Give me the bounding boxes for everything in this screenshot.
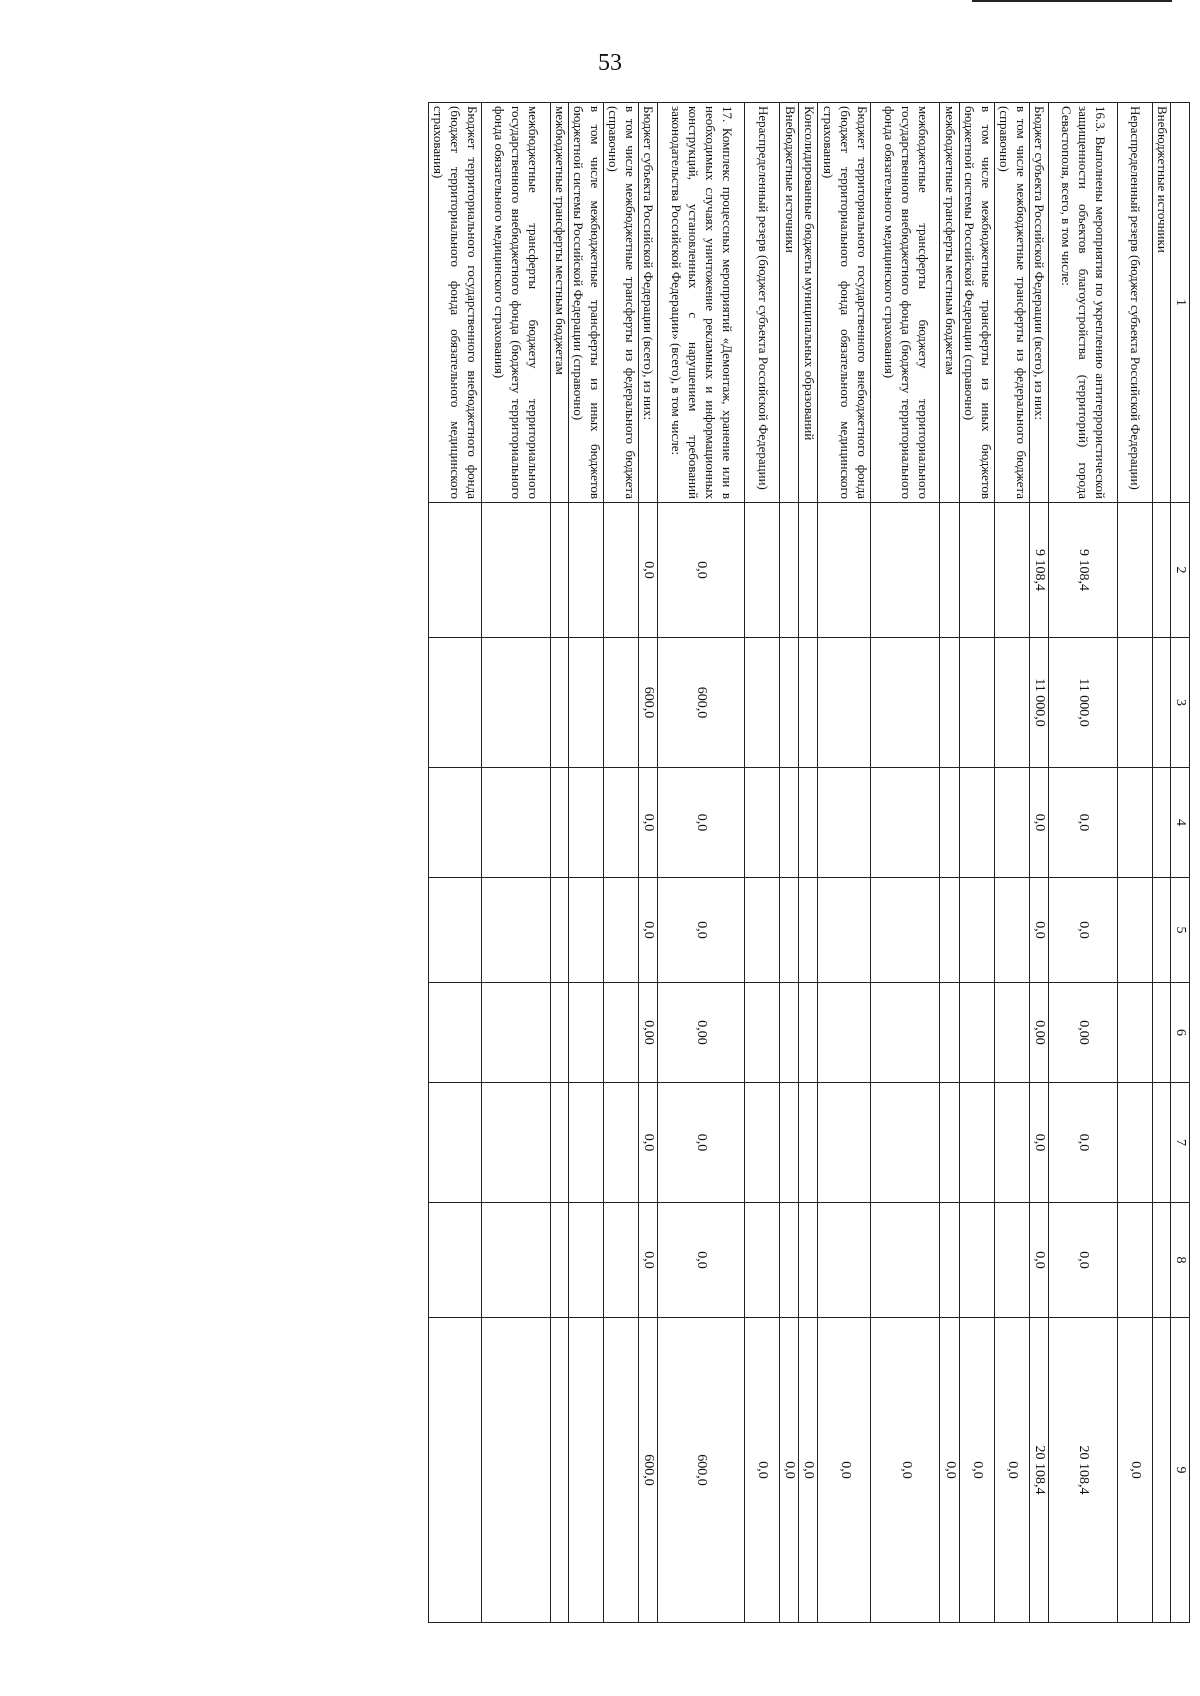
table-row [871, 103, 940, 1623]
value-cell: 0,0 [818, 1318, 871, 1623]
value-cell: 0,0 [658, 768, 745, 878]
value-cell: 0,0 [1048, 768, 1117, 878]
header-cell: 1 [1170, 103, 1189, 503]
row-label: в том числе межбюджетные трансферты из федерального бюджета (справочно) [994, 103, 1029, 503]
value-cell [780, 983, 799, 1083]
value-cell [568, 1203, 603, 1318]
value-cell [959, 503, 994, 638]
value-cell [1152, 768, 1170, 878]
value-cell [550, 878, 568, 983]
value-cell [1152, 503, 1170, 638]
value-cell [745, 638, 780, 768]
value-cell: 0,0 [638, 503, 657, 638]
value-cell: 0,0 [871, 1318, 940, 1623]
row-label: Бюджет субъекта Российской Федерации (всего), из них: [638, 103, 657, 503]
table-row [745, 103, 780, 1623]
value-cell [1152, 983, 1170, 1083]
value-cell [1152, 1083, 1170, 1203]
value-cell: 0,00 [638, 983, 657, 1083]
value-cell [603, 1083, 638, 1203]
value-cell [603, 503, 638, 638]
value-cell: 0,0 [780, 1318, 799, 1623]
table-row [994, 103, 1029, 1623]
value-cell [959, 1083, 994, 1203]
value-cell [603, 1203, 638, 1318]
value-cell [940, 638, 959, 768]
header-cell: 3 [1170, 638, 1189, 768]
value-cell [745, 503, 780, 638]
value-cell [481, 768, 550, 878]
value-cell: 0,0 [658, 1203, 745, 1318]
value-cell [428, 983, 481, 1083]
value-cell [799, 638, 818, 768]
value-cell [1117, 768, 1152, 878]
value-cell: 0,0 [959, 1318, 994, 1623]
value-cell: 0,0 [1029, 768, 1048, 878]
value-cell [959, 1203, 994, 1318]
corner-rule [972, 0, 1172, 2]
page-number: 53 [598, 50, 622, 76]
table-row [940, 103, 959, 1623]
value-cell [1117, 983, 1152, 1083]
value-cell [428, 1318, 481, 1623]
value-cell [568, 983, 603, 1083]
value-cell: 9 108,4 [1029, 503, 1048, 638]
value-cell [550, 1083, 568, 1203]
value-cell [799, 1203, 818, 1318]
value-cell [799, 768, 818, 878]
value-cell: 11 000,0 [1029, 638, 1048, 768]
header-cell: 7 [1170, 1083, 1189, 1203]
value-cell: 600,0 [658, 638, 745, 768]
row-label: Нераспределенный резерв (бюджет субъекта Российской Федерации) [745, 103, 780, 503]
value-cell [550, 983, 568, 1083]
value-cell [940, 1083, 959, 1203]
value-cell: 0,00 [1029, 983, 1048, 1083]
value-cell [745, 983, 780, 1083]
value-cell [603, 768, 638, 878]
value-cell: 600,0 [638, 638, 657, 768]
value-cell [1117, 503, 1152, 638]
table-row [1048, 103, 1117, 1623]
value-cell: 0,0 [638, 1203, 657, 1318]
value-cell [871, 878, 940, 983]
value-cell [818, 768, 871, 878]
value-cell [940, 983, 959, 1083]
value-cell [818, 503, 871, 638]
header-cell: 9 [1170, 1318, 1189, 1623]
value-cell [818, 878, 871, 983]
value-cell [871, 1203, 940, 1318]
value-cell: 0,0 [638, 768, 657, 878]
row-label: 17. Комплекс процессных мероприятий «Демонтаж, хранение или в необходимых случаях уничтожение рекламных и информационных конструкций, установленных с нарушением требований законодательства Российской Федерации» (всего), в том числе: [658, 103, 745, 503]
value-cell [818, 638, 871, 768]
row-label: Бюджет территориального государственного внебюджетного фонда (бюджет территориального фонда обязательного медицинского страхования) [818, 103, 871, 503]
value-cell [481, 983, 550, 1083]
row-label: Внебюджетные источники [1152, 103, 1170, 503]
value-cell [745, 1083, 780, 1203]
value-cell [603, 638, 638, 768]
value-cell [745, 768, 780, 878]
value-cell: 0,0 [994, 1318, 1029, 1623]
value-cell [1152, 1203, 1170, 1318]
value-cell: 20 108,4 [1048, 1318, 1117, 1623]
header-cell: 4 [1170, 768, 1189, 878]
row-label: Нераспределенный резерв (бюджет субъекта Российской Федерации) [1117, 103, 1152, 503]
value-cell [994, 1203, 1029, 1318]
value-cell [780, 1203, 799, 1318]
value-cell [568, 503, 603, 638]
value-cell [871, 1083, 940, 1203]
value-cell [568, 638, 603, 768]
value-cell [940, 878, 959, 983]
row-label: 16.3. Выполнены мероприятия по укреплению антитеррористической защищенности объектов благоустройства (территорий) города Севастополя, всего, в том числе: [1048, 103, 1117, 503]
budget-table [428, 102, 1190, 1623]
table-row [1117, 103, 1152, 1623]
value-cell [871, 503, 940, 638]
value-cell [959, 878, 994, 983]
row-label: Консолидированные бюджеты муниципальных образований [799, 103, 818, 503]
value-cell [481, 1203, 550, 1318]
value-cell: 0,0 [1048, 1203, 1117, 1318]
value-cell: 0,0 [745, 1318, 780, 1623]
value-cell: 600,0 [658, 1318, 745, 1623]
value-cell [871, 768, 940, 878]
value-cell [745, 1203, 780, 1318]
value-cell [799, 1083, 818, 1203]
table-rotation-inner [180, 102, 1190, 1622]
value-cell [959, 768, 994, 878]
value-cell: 0,0 [658, 1083, 745, 1203]
table-row [638, 103, 657, 1623]
header-cell: 8 [1170, 1203, 1189, 1318]
value-cell: 9 108,4 [1048, 503, 1117, 638]
value-cell [603, 983, 638, 1083]
row-label: межбюджетные трансферты бюджету территориального государственного внебюджетного фонда (бюджету территориального фонда обязательного медицинского страхования) [871, 103, 940, 503]
value-cell [1152, 878, 1170, 983]
value-cell [799, 878, 818, 983]
value-cell [481, 878, 550, 983]
value-cell [818, 983, 871, 1083]
value-cell [940, 503, 959, 638]
value-cell [994, 768, 1029, 878]
value-cell: 20 108,4 [1029, 1318, 1048, 1623]
value-cell [994, 983, 1029, 1083]
value-cell [428, 1083, 481, 1203]
value-cell [568, 768, 603, 878]
row-label: Бюджет территориального государственного внебюджетного фонда (бюджет территориального фонда обязательного медицинского страхования) [428, 103, 481, 503]
value-cell: 11 000,0 [1048, 638, 1117, 768]
table-row [603, 103, 638, 1623]
table-row [799, 103, 818, 1623]
value-cell [1152, 1318, 1170, 1623]
value-cell [550, 503, 568, 638]
value-cell [1152, 638, 1170, 768]
value-cell [799, 503, 818, 638]
table-row [428, 103, 481, 1623]
table-header-row [1170, 103, 1189, 1623]
value-cell: 0,00 [658, 983, 745, 1083]
value-cell [994, 503, 1029, 638]
row-label: в том числе межбюджетные трансферты из иных бюджетов бюджетной системы Российской Федерации (справочно) [959, 103, 994, 503]
header-cell: 5 [1170, 878, 1189, 983]
value-cell [871, 638, 940, 768]
table-row [818, 103, 871, 1623]
value-cell: 0,0 [638, 878, 657, 983]
table-row [1152, 103, 1170, 1623]
value-cell [940, 1203, 959, 1318]
row-label: Внебюджетные источники [780, 103, 799, 503]
value-cell [481, 503, 550, 638]
value-cell [1117, 1203, 1152, 1318]
value-cell [994, 878, 1029, 983]
value-cell [550, 638, 568, 768]
value-cell [550, 1318, 568, 1623]
value-cell: 0,0 [799, 1318, 818, 1623]
value-cell: 600,0 [638, 1318, 657, 1623]
row-label: межбюджетные трансферты бюджету территориального государственного внебюджетного фонда (бюджету территориального фонда обязательного медицинского страхования) [481, 103, 550, 503]
value-cell [1117, 878, 1152, 983]
value-cell [568, 878, 603, 983]
value-cell [799, 983, 818, 1083]
value-cell [940, 768, 959, 878]
value-cell: 0,0 [940, 1318, 959, 1623]
value-cell [959, 638, 994, 768]
value-cell: 0,0 [1048, 1083, 1117, 1203]
value-cell: 0,0 [1029, 878, 1048, 983]
value-cell: 0,0 [1029, 1203, 1048, 1318]
header-cell: 2 [1170, 503, 1189, 638]
value-cell [959, 983, 994, 1083]
value-cell: 0,0 [658, 878, 745, 983]
value-cell [568, 1083, 603, 1203]
value-cell: 0,0 [658, 503, 745, 638]
value-cell [428, 878, 481, 983]
value-cell [428, 768, 481, 878]
row-label: межбюджетные трансферты местным бюджетам [550, 103, 568, 503]
value-cell [745, 878, 780, 983]
value-cell [1117, 638, 1152, 768]
value-cell [780, 878, 799, 983]
table-row [658, 103, 745, 1623]
value-cell [428, 1203, 481, 1318]
value-cell: 0,0 [1048, 878, 1117, 983]
row-label: Бюджет субъекта Российской Федерации (всего), из них: [1029, 103, 1048, 503]
value-cell [568, 1318, 603, 1623]
value-cell [481, 1083, 550, 1203]
row-label: в том числе межбюджетные трансферты из иных бюджетов бюджетной системы Российской Федерации (справочно) [568, 103, 603, 503]
value-cell [780, 768, 799, 878]
value-cell [481, 1318, 550, 1623]
table-row [550, 103, 568, 1623]
value-cell: 0,0 [638, 1083, 657, 1203]
table-row [780, 103, 799, 1623]
value-cell [780, 1083, 799, 1203]
value-cell [550, 768, 568, 878]
value-cell [603, 878, 638, 983]
table-rotation-frame [180, 102, 1190, 1622]
value-cell [1117, 1083, 1152, 1203]
row-label: межбюджетные трансферты местным бюджетам [940, 103, 959, 503]
value-cell [603, 1318, 638, 1623]
value-cell: 0,0 [1117, 1318, 1152, 1623]
value-cell [481, 638, 550, 768]
header-cell: 6 [1170, 983, 1189, 1083]
value-cell: 0,0 [1029, 1083, 1048, 1203]
value-cell [780, 638, 799, 768]
value-cell [428, 503, 481, 638]
value-cell [818, 1203, 871, 1318]
value-cell [428, 638, 481, 768]
value-cell [994, 1083, 1029, 1203]
row-label: в том числе межбюджетные трансферты из федерального бюджета (справочно) [603, 103, 638, 503]
value-cell [871, 983, 940, 1083]
value-cell [818, 1083, 871, 1203]
table-row [959, 103, 994, 1623]
table-row [481, 103, 550, 1623]
value-cell [550, 1203, 568, 1318]
value-cell: 0,00 [1048, 983, 1117, 1083]
value-cell [780, 503, 799, 638]
value-cell [994, 638, 1029, 768]
table-row [568, 103, 603, 1623]
table-row [1029, 103, 1048, 1623]
